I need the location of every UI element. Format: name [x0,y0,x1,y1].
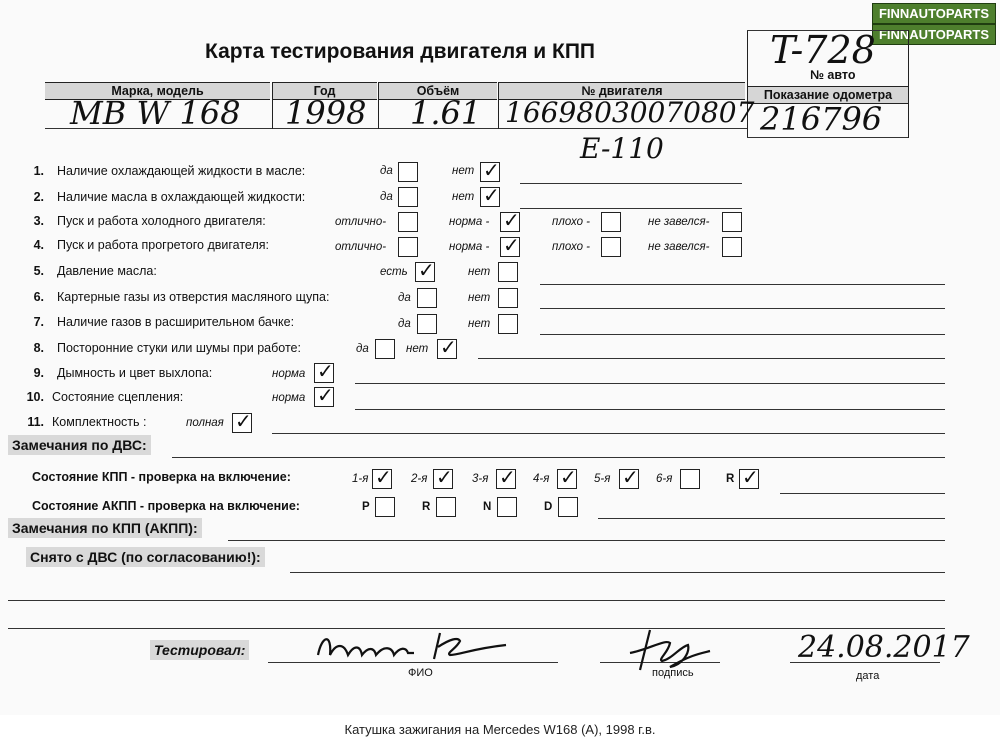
tester-name-signature [310,625,520,670]
model-value: MB W 168 [70,94,241,132]
option-label: да [398,292,411,304]
question-label: Комплектность : [52,415,147,429]
option-label: норма [272,368,306,380]
question-number: 7. [33,315,44,329]
removed-heading: Снято с ДВС (по согласованию!): [26,549,265,565]
checkbox[interactable] [497,497,517,517]
checkbox[interactable] [436,497,456,517]
option-label: норма [272,392,306,404]
col-divider [378,82,379,129]
page-title: Карта тестирования двигателя и КПП [205,40,596,63]
akpp-state-label: Состояние АКПП - проверка на включение: [32,499,300,513]
engine-number-header: № двигателя [499,82,745,100]
checkbox[interactable] [558,497,578,517]
answer-line [272,433,945,434]
checkbox[interactable] [498,262,518,282]
engine-number-value: 16698030070807 [505,96,755,129]
checkbox-checked[interactable]: ✓ [739,469,759,489]
question-number: 11. [27,415,44,429]
checkbox[interactable] [417,288,437,308]
answer-line [355,409,945,410]
col-divider [272,82,273,129]
col-divider [908,30,909,138]
gear-label: 4-я [533,473,550,485]
checkbox-checked[interactable]: ✓ [480,187,500,207]
year-header: Год [272,82,377,100]
question-label: Картерные газы из отверстия масляного щупа: [57,290,330,304]
gear-label: P [362,501,370,513]
question-label: Состояние сцепления: [52,390,184,404]
checkbox[interactable] [398,162,418,182]
volume-header: Объём [379,82,497,100]
gear-label: D [544,501,553,513]
question-number: 5. [33,264,44,278]
volume-value: 1.61 [410,94,482,132]
auto-number-label: № авто [810,68,856,82]
question-number: 6. [33,290,44,304]
checkbox[interactable] [498,314,518,334]
checkbox[interactable] [601,237,621,257]
answer-line [172,457,945,458]
gear-label: R [726,473,735,485]
option-label: не завелся- [648,241,710,253]
gear-label: N [483,501,492,513]
checkbox-checked[interactable]: ✓ [480,162,500,182]
checkbox[interactable] [498,288,518,308]
question-label: Наличие газов в расширительном бачке: [57,315,295,329]
question-number: 2. [33,190,44,204]
checkbox-checked[interactable]: ✓ [433,469,453,489]
option-label: нет [468,318,491,330]
checkbox[interactable] [722,237,742,257]
option-label: нет [468,292,491,304]
option-label: да [380,191,393,203]
extra-handwritten-value: E-110 [580,132,664,165]
checkbox[interactable] [601,212,621,232]
checkbox-checked[interactable]: ✓ [437,339,457,359]
model-header: Марка, модель [45,82,270,100]
checkbox[interactable] [398,237,418,257]
question-number: 3. [33,214,44,228]
option-label: нет [406,343,429,355]
gear-label: R [422,501,431,513]
checkbox-checked[interactable]: ✓ [557,469,577,489]
odometer-header: Показание одометра [748,86,908,104]
checkbox-checked[interactable]: ✓ [500,212,520,232]
answer-line [520,208,742,209]
option-label: да [356,343,369,355]
question-label: Наличие охлаждающей жидкости в масле: [57,164,306,178]
question-label: Дымность и цвет выхлопа: [57,366,213,380]
gear-label: 1-я [352,473,369,485]
answer-line [598,518,945,519]
answer-line [290,572,945,573]
kpp-remarks-heading: Замечания по КПП (АКПП): [8,520,202,536]
watermark-top: FINNAUTOPARTS [872,3,996,24]
gear-label: 5-я [594,473,611,485]
option-label: не завелся- [648,216,710,228]
answer-line [228,540,945,541]
answer-line [780,493,945,494]
checkbox-checked[interactable]: ✓ [619,469,639,489]
option-label: норма - [449,241,490,253]
answer-line [540,284,945,285]
option-label: да [380,165,393,177]
answer-line [520,183,742,184]
gear-label: 3-я [472,473,489,485]
question-number: 4. [33,238,44,252]
question-label: Пуск и работа холодного двигателя: [57,214,266,228]
option-label: отлично- [335,241,387,253]
watermark-bottom: FINNAUTOPARTS [872,24,996,45]
answer-line [355,383,945,384]
checkbox-checked[interactable]: ✓ [372,469,392,489]
question-label: Пуск и работа прогретого двигателя: [57,238,269,252]
signature [610,625,720,675]
auto-number-value: T-728 [770,28,876,72]
option-label: плохо - [552,216,590,228]
sign-caption: подпись [652,667,694,679]
dvs-remarks-heading: Замечания по ДВС: [8,437,151,453]
checkbox-checked[interactable]: ✓ [232,413,252,433]
question-label: Посторонние стуки или шумы при работе: [57,341,301,355]
answer-line [540,334,945,335]
checkbox[interactable] [417,314,437,334]
option-label: полная [186,417,224,429]
kpp-state-label: Состояние КПП - проверка на включение: [32,470,291,484]
checkbox-checked[interactable]: ✓ [314,363,334,383]
option-label: норма - [449,216,490,228]
answer-line [478,358,945,359]
checkbox[interactable] [680,469,700,489]
checkbox[interactable] [398,187,418,207]
question-number: 9. [33,366,44,380]
odometer-value: 216796 [760,100,883,138]
date-caption: дата [856,670,880,682]
answer-line [540,308,945,309]
year-value: 1998 [285,94,367,132]
checkbox-checked[interactable]: ✓ [314,387,334,407]
option-label: да [398,318,411,330]
fio-caption: ФИО [408,667,433,679]
date-value: 24.08.2017 [798,630,970,665]
question-number: 8. [33,341,44,355]
question-label: Давление масла: [57,264,157,278]
question-number: 1. [33,164,44,178]
checkbox-checked[interactable]: ✓ [500,237,520,257]
gear-label: 2-я [411,473,428,485]
answer-line [8,600,945,601]
checkbox-checked[interactable]: ✓ [415,262,435,282]
option-label: нет [452,165,475,177]
option-label: есть [380,266,408,278]
question-number: 10. [26,390,44,404]
checkbox-checked[interactable]: ✓ [496,469,516,489]
image-caption: Катушка зажигания на Mercedes W168 (A), 1998 г.в. [344,722,656,737]
tested-label: Тестировал: [150,642,249,658]
checkbox[interactable] [398,212,418,232]
checkbox[interactable] [722,212,742,232]
option-label: нет [452,191,475,203]
col-divider [498,82,499,129]
option-label: плохо - [552,241,590,253]
checkbox[interactable] [375,497,395,517]
option-label: нет [468,266,491,278]
checkbox[interactable] [375,339,395,359]
option-label: отлично- [335,216,387,228]
gear-label: 6-я [656,473,673,485]
question-label: Наличие масла в охлаждающей жидкости: [57,190,306,204]
